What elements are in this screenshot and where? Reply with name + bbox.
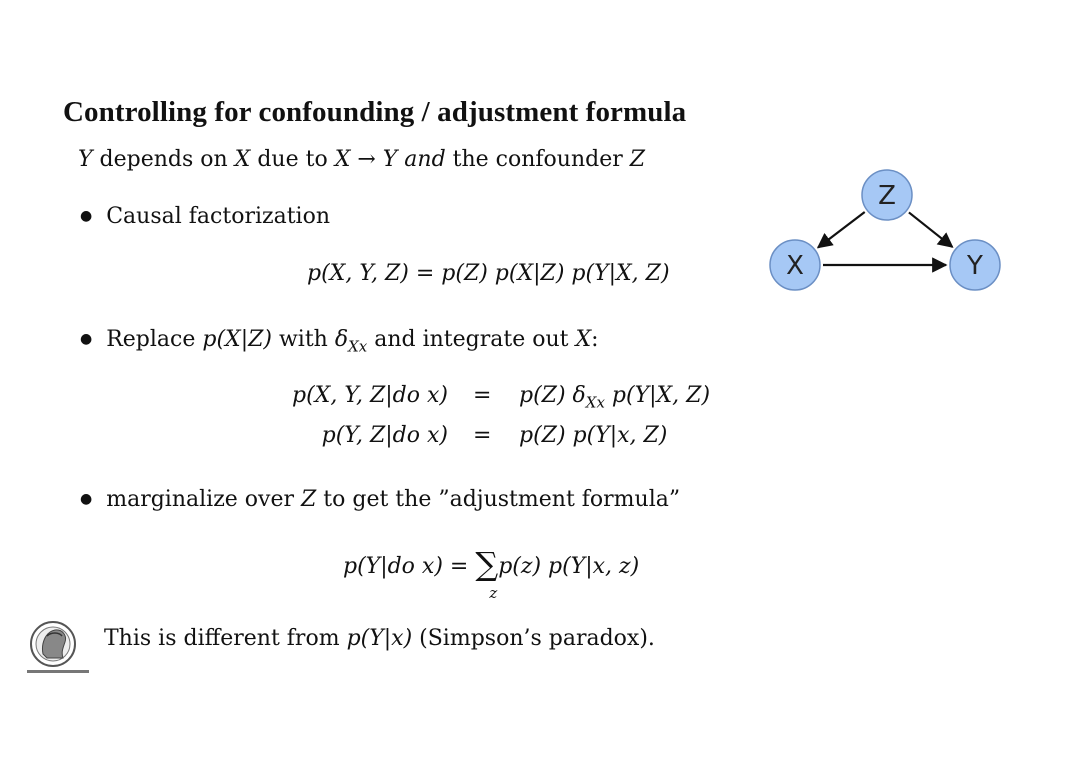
node-label-z: Z — [878, 181, 896, 211]
eq-do-lhs-2: p(Y, Z|do x) — [321, 423, 448, 448]
eq-adjustment-rhs: p(z) p(Y|x, z) — [498, 554, 640, 579]
delta-symbol: δ — [334, 327, 349, 352]
bullet-dot-icon: ● — [80, 491, 93, 507]
bullet-dot-icon: ● — [80, 331, 93, 347]
expr-x-arrow-y: X → Y — [334, 147, 398, 172]
sum-subscript: z — [489, 584, 498, 602]
eq-do-lhs-1: p(X, Y, Z|do x) — [292, 383, 448, 408]
text-and: and — [397, 147, 453, 172]
var-y: Y — [78, 147, 93, 172]
var-x: X — [234, 147, 251, 172]
eq-adjustment-lhs: p(Y|do x) = — [343, 554, 476, 579]
bullet-replace — [80, 327, 599, 355]
causal-diagram — [760, 165, 1010, 300]
edge-z-to-y — [909, 212, 952, 247]
node-label-y: Y — [967, 251, 983, 281]
bullet-dot-icon: ● — [80, 208, 93, 224]
text-the-confounder: the confounder — [452, 147, 630, 172]
bullet-text-prefix: marginalize over — [106, 487, 301, 512]
delta-subscript: Xx — [585, 393, 605, 412]
delta-symbol: δ — [572, 383, 586, 408]
var-x: X — [575, 327, 592, 352]
eq-factorization: p(X, Y, Z) = p(Z) p(X|Z) p(Y|X, Z) — [307, 261, 670, 286]
bullet-causal-factorization — [80, 204, 330, 229]
var-z: Z — [301, 487, 317, 512]
bullet-text-suffix: : — [591, 327, 599, 352]
eq-do-rhs-1: p(Z) $\delta_{Xx}$ p(Y|X, Z) — [519, 383, 711, 412]
max-planck-minerva-logo-icon — [25, 618, 91, 678]
eq-do-rhs-2: p(Z) p(Y|x, Z) — [519, 423, 668, 448]
var-z: Z — [629, 147, 646, 172]
text-due-to: due to — [250, 147, 335, 172]
eq-do-rel-2: = — [473, 423, 492, 448]
node-label-x: X — [786, 251, 804, 281]
expr-p-x-given-z: p(X|Z) — [202, 327, 272, 352]
edge-z-to-x — [818, 212, 865, 247]
delta-subscript: Xx — [348, 337, 368, 356]
bullet-marginalize — [80, 487, 680, 512]
expr-p-y-given-x: p(Y|x) — [346, 626, 413, 651]
slide-title: Controlling for confounding / adjustment formula — [63, 96, 687, 128]
intro-line — [78, 147, 645, 172]
bullet-text-prefix: Replace — [106, 327, 203, 352]
bullet-text-mid: with — [271, 327, 335, 352]
sum-symbol: ∑ — [475, 545, 499, 583]
eq-do-rel-1: = — [473, 383, 492, 408]
bullet-text-suffix: to get the ”adjustment formula” — [316, 487, 681, 512]
text-depends-on: depends on — [92, 147, 235, 172]
simpson-note: This is different from p(Y|x) (Simpson’s paradox). — [104, 626, 655, 651]
eq-adjustment — [343, 545, 640, 602]
bullet-text: Causal factorization — [106, 204, 330, 229]
bullet-text-mid2: and integrate out — [367, 327, 576, 352]
